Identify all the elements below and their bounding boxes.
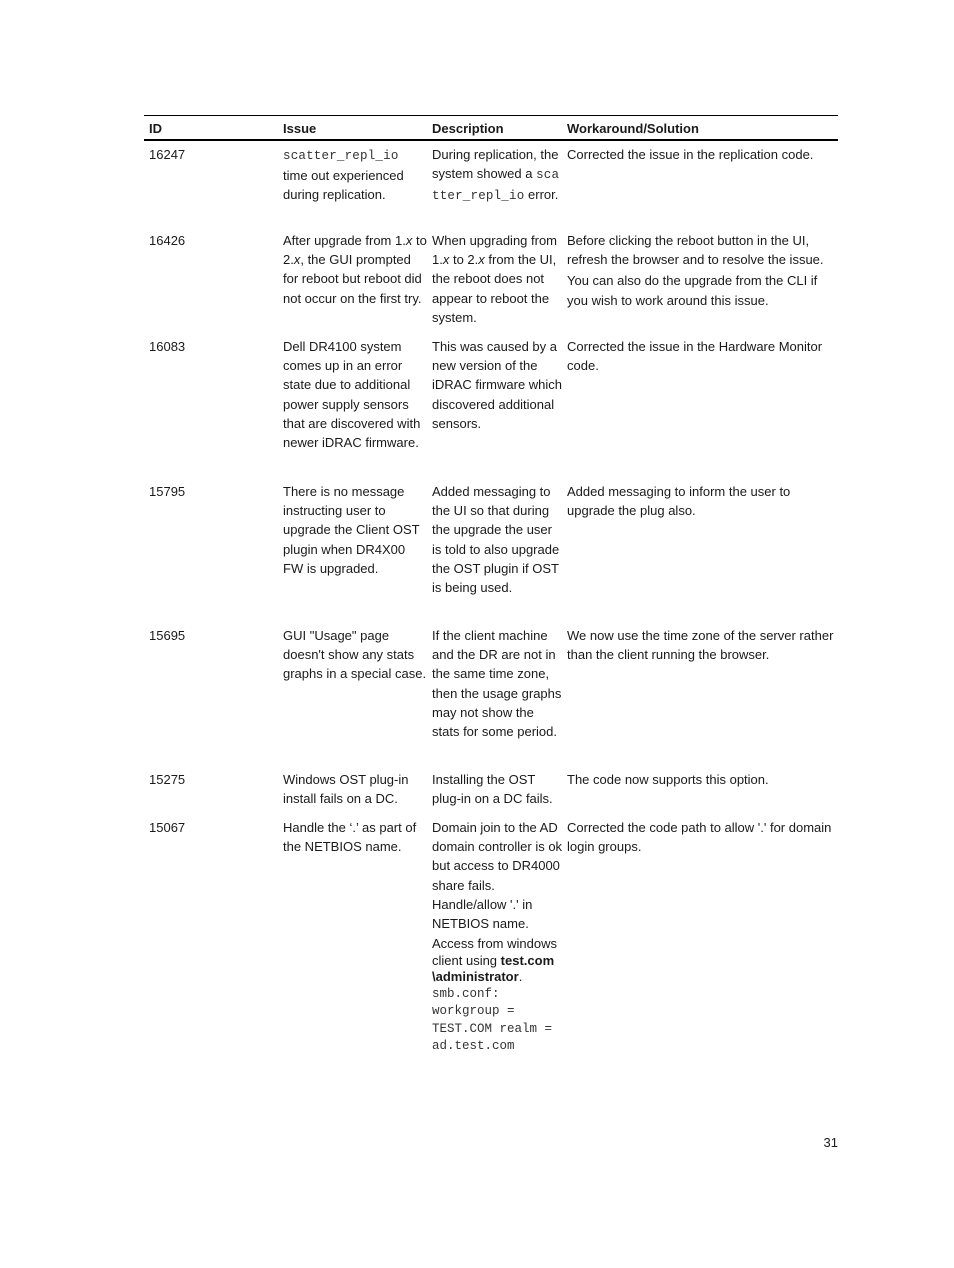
version-var: x <box>293 252 301 268</box>
workaround-para: We now use the time zone of the server rather than the client running the browser. <box>567 628 834 663</box>
row-workaround <box>567 770 838 789</box>
row-description: Installing the OST plug-in on a DC fails. <box>432 772 553 807</box>
desc-period: . <box>518 969 523 985</box>
workaround-para: Before clicking the reboot button in the UI, refresh the browser and to resolve the issue. <box>567 233 824 268</box>
row-issue <box>283 231 432 308</box>
row-issue <box>283 145 432 205</box>
row-description: Added messaging to the UI so that during the upgrade the user is told to also upgrade the OST plugin if OST is being used. <box>432 484 560 596</box>
row-id: 15795 <box>149 484 186 499</box>
issue-text: , the GUI prompted for reboot but reboot did not occur on the first try. <box>283 252 422 306</box>
desc-text: to 2. <box>449 252 479 268</box>
desc-text: When upgrading from 1. <box>432 233 558 268</box>
header-description: Description <box>432 121 504 136</box>
table-header <box>144 116 838 141</box>
version-var: x <box>442 252 450 268</box>
row-workaround <box>567 818 838 856</box>
workaround-para: Corrected the issue in the replication code. <box>567 147 814 162</box>
row-issue: Dell DR4100 system comes up in an error state due to additional power supply sensors that are discovered with newer iDRAC firmware. <box>283 339 421 451</box>
issues-table <box>144 115 838 1054</box>
row-description <box>432 145 567 207</box>
desc-code: scatter_repl_io <box>432 168 560 204</box>
header-workaround: Workaround/Solution <box>567 121 699 136</box>
row-workaround <box>567 145 838 164</box>
table-row <box>144 626 838 741</box>
desc-access-block <box>432 936 563 986</box>
desc-config-code: smb.conf: workgroup = TEST.COM realm = ad.test.com <box>432 986 553 1054</box>
table-row <box>144 337 838 452</box>
version-var: x <box>478 252 485 268</box>
row-description <box>432 231 567 327</box>
row-id: 16083 <box>149 339 186 354</box>
workaround-para: Corrected the issue in the Hardware Monitor code. <box>567 339 823 374</box>
row-issue: There is no message instructing user to upgrade the Client OST plugin when DR4X00 FW is upgraded. <box>283 484 420 576</box>
row-issue: GUI "Usage" page doesn't show any stats graphs in a special case. <box>283 628 427 682</box>
header-issue: Issue <box>283 121 317 136</box>
row-issue: Windows OST plug-in install fails on a DC. <box>283 772 409 807</box>
row-workaround <box>567 337 838 375</box>
row-id: 15695 <box>149 628 186 643</box>
table-row <box>144 818 838 1056</box>
row-description: This was caused by a new version of the iDRAC firmware which discovered additional sensors. <box>432 339 563 431</box>
desc-text-2: error. <box>528 187 559 203</box>
row-workaround <box>567 626 838 664</box>
table-row <box>144 482 838 597</box>
workaround-para: Corrected the code path to allow '.' for domain login groups. <box>567 820 832 855</box>
issue-text: time out experienced during replication. <box>283 168 404 203</box>
workaround-para: Added messaging to inform the user to upgrade the plug also. <box>567 484 791 519</box>
desc-text: During replication, the system showed a <box>432 147 559 182</box>
table-row <box>144 231 838 327</box>
desc-access-text: Access from windows client using <box>432 936 557 968</box>
desc-account-name: test.com \administrator <box>432 952 555 985</box>
row-id: 15067 <box>149 820 186 835</box>
issue-code: scatter_repl_io <box>283 149 399 163</box>
row-description <box>432 818 567 1056</box>
row-id: 16247 <box>149 147 186 162</box>
row-description: If the client machine and the DR are not in the same time zone, then the usage graphs may not show the stats for some period. <box>432 628 562 740</box>
version-var: x <box>405 233 413 248</box>
table-row <box>144 145 838 207</box>
header-id: ID <box>149 121 162 136</box>
issue-text: to 2. <box>283 233 427 268</box>
row-workaround <box>567 482 838 520</box>
row-issue: Handle the ‘.’ as part of the NETBIOS name. <box>283 820 417 855</box>
table-row <box>144 770 838 808</box>
desc-text: from the UI, the reboot does not appear to reboot the system. <box>432 252 557 325</box>
workaround-para: You can also do the upgrade from the CLI if you wish to work around this issue. <box>567 273 818 308</box>
row-workaround <box>567 231 838 310</box>
row-id: 15275 <box>149 772 186 787</box>
row-id: 16426 <box>149 233 186 248</box>
desc-text: Domain join to the AD domain controller is ok but access to DR4000 share fails. Handle/allow '.' in NETBIOS name. <box>432 820 563 932</box>
workaround-para: The code now supports this option. <box>567 772 769 787</box>
page-number: 31 <box>823 1135 838 1150</box>
issue-text: After upgrade from 1. <box>283 233 406 248</box>
